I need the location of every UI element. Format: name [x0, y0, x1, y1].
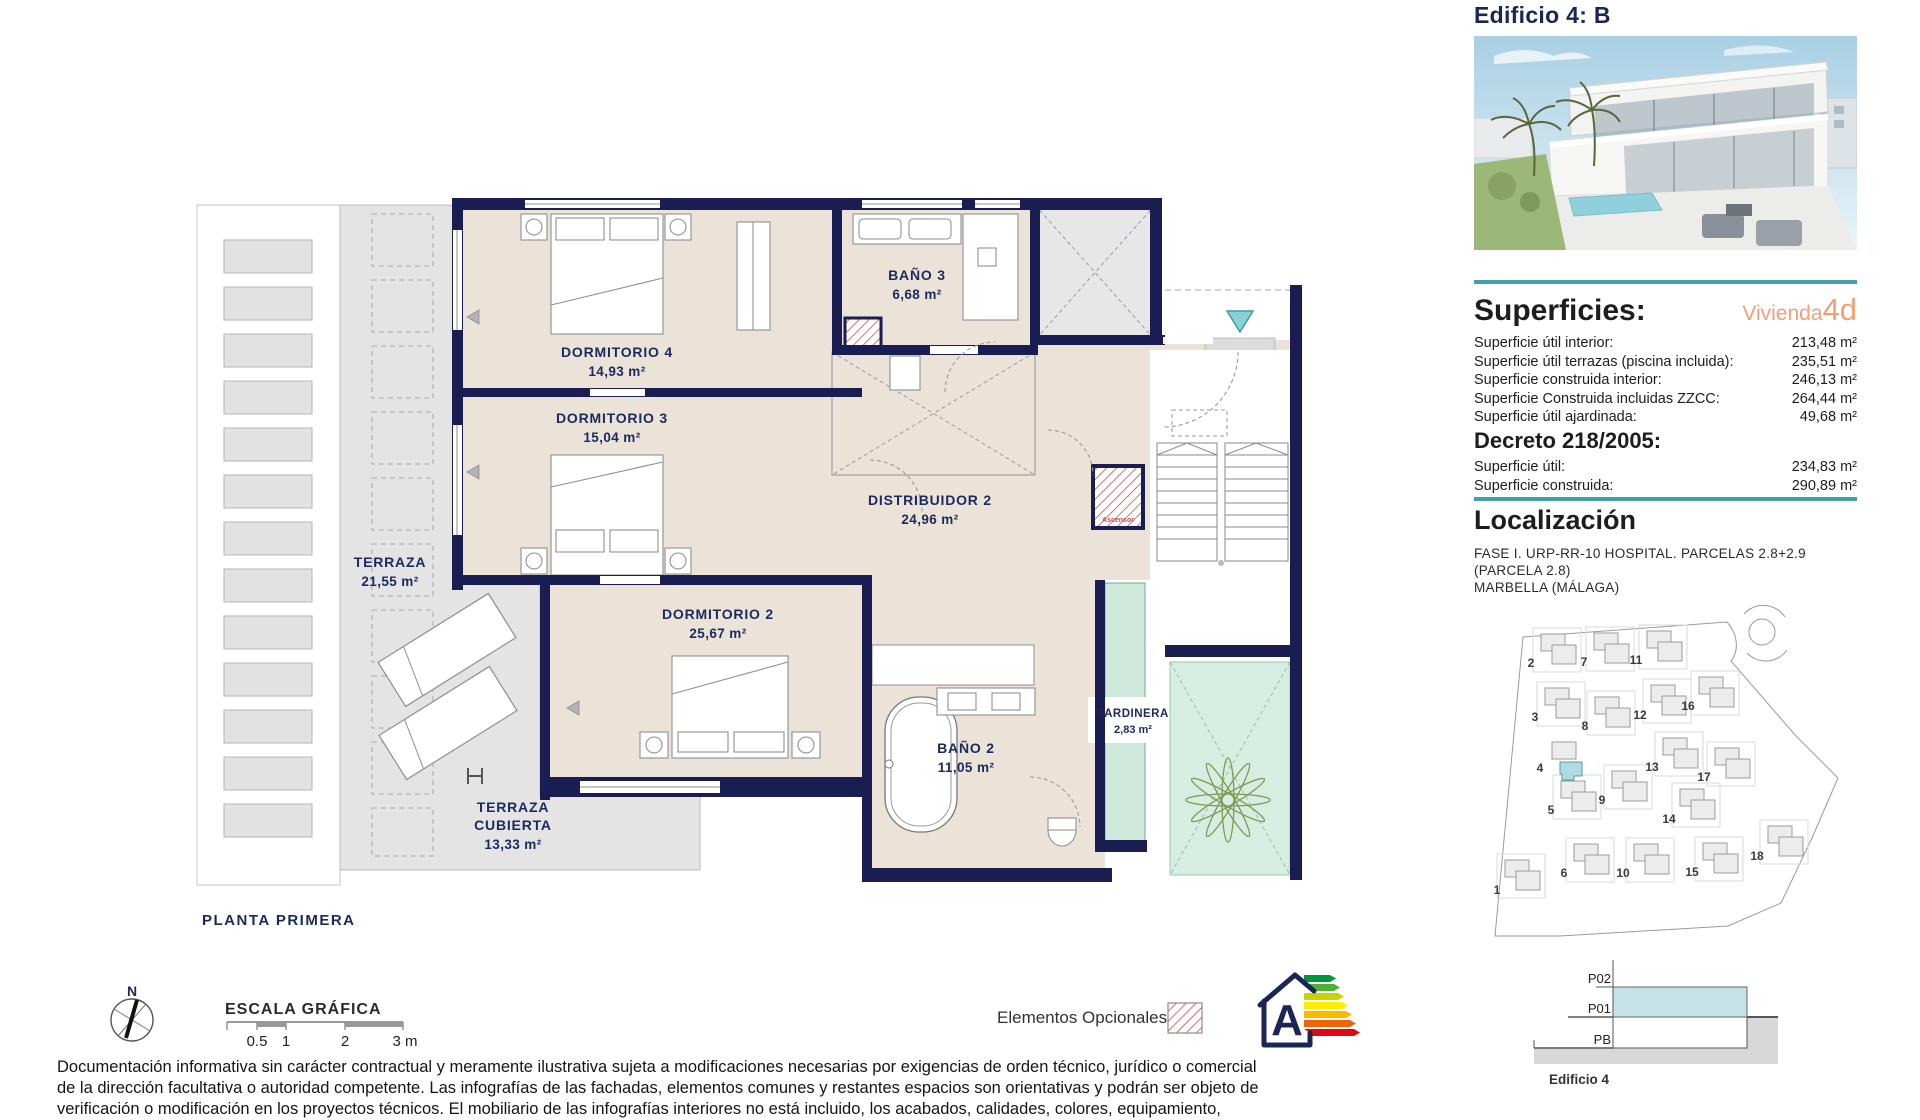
double-sink: [853, 214, 961, 244]
decreto-row: Superficie útil: 234,83 m²: [1474, 459, 1857, 475]
svg-text:15: 15: [1685, 865, 1699, 879]
svg-text:21,55 m²: 21,55 m²: [361, 574, 419, 589]
energy-label-icon: [1252, 963, 1364, 1055]
svg-text:14: 14: [1662, 812, 1676, 826]
disclaimer-line: Documentación informativa sin carácter contractual y meramente ilustrativa sujeta a modificaciones necesarias por exigencias de orden técnico, jurídico o comercial: [57, 1058, 1257, 1076]
shower: [963, 214, 1018, 320]
svg-text:DORMITORIO 4: DORMITORIO 4: [560, 344, 674, 360]
decreto-heading: Decreto 218/2005:: [1474, 428, 1662, 453]
toilet: [890, 356, 920, 390]
divider: [1474, 280, 1857, 284]
disclaimer-line: verificación o modificación en los proyectos técnicos. El mobiliario de las infografías interiores no está incluido, los acabados, calidades, colores, equipamiento,: [57, 1100, 1221, 1118]
svg-text:6: 6: [1560, 866, 1568, 880]
localizacion-heading: Localización: [1474, 505, 1637, 535]
disclaimer-line: de la dirección facultativa o autoridad competente. Las infografías de las fachadas, elementos comunes y restantes espacios son orientativas y podrán ser objeto de: [57, 1079, 1259, 1097]
svg-text:1: 1: [281, 1033, 291, 1050]
svg-text:P01: P01: [1587, 1001, 1611, 1016]
roundabout: [1744, 605, 1787, 661]
svg-text:2: 2: [1527, 656, 1535, 670]
svg-text:TERRAZA: TERRAZA: [476, 799, 550, 815]
optional-elements-label: Elementos Opcionales: [997, 1008, 1168, 1027]
superficies-row: Superficie útil ajardinada: 49,68 m²: [1474, 409, 1857, 425]
superficies-row: Superficie construida interior: 246,13 m²: [1474, 372, 1857, 388]
svg-text:2: 2: [340, 1033, 350, 1050]
floor-pb-box: [1613, 1017, 1747, 1048]
svg-text:15,04 m²: 15,04 m²: [583, 430, 641, 445]
floor-plan: [150, 165, 1365, 960]
garden-court: [1170, 662, 1290, 875]
svg-text:8: 8: [1581, 719, 1589, 733]
svg-text:JARDINERA: JARDINERA: [1097, 708, 1169, 720]
entry-porch: [1155, 205, 1302, 353]
building-title: Edificio 4: B: [1474, 2, 1611, 28]
localizacion-address: FASE I. URP-RR-10 HOSPITAL. PARCELAS 2.8+2.9 (PARCELA 2.8) MARBELLA (MÁLAGA): [1474, 546, 1806, 595]
decreto-row: Superficie construida: 290,89 m²: [1474, 477, 1857, 494]
svg-text:3 m: 3 m: [392, 1033, 418, 1050]
superficies-row: Superficie útil interior: 213,48 m²: [1474, 335, 1857, 351]
svg-text:11,05 m²: 11,05 m²: [937, 760, 995, 775]
window-sill: [872, 645, 1034, 685]
superficies-heading: Superficies:: [1474, 294, 1646, 327]
north-label: N: [126, 983, 138, 999]
energy-rating: A: [1271, 996, 1303, 1045]
svg-text:0.5: 0.5: [246, 1033, 268, 1050]
compass-needle: [126, 1000, 137, 1038]
svg-text:13,33 m²: 13,33 m²: [484, 837, 542, 852]
plots: [1494, 625, 1808, 898]
site-map: [1470, 595, 1870, 955]
svg-text:DORMITORIO 3: DORMITORIO 3: [555, 410, 669, 426]
svg-text:DORMITORIO 2: DORMITORIO 2: [661, 606, 775, 622]
highlighted-plot: [1552, 742, 1582, 780]
svg-text:6,68 m²: 6,68 m²: [892, 287, 942, 302]
svg-text:24,96 m²: 24,96 m²: [901, 512, 959, 527]
stair-hall: [1150, 350, 1290, 645]
villa-rendering: [1474, 36, 1857, 250]
compass: [95, 980, 175, 1050]
svg-text:BAÑO 3: BAÑO 3: [888, 267, 946, 283]
scale-title: ESCALA GRÁFICA: [225, 1001, 382, 1018]
superficies-row: Superficie Construida incluidas ZZCC: 264,44 m²: [1474, 390, 1857, 407]
svg-text:10: 10: [1616, 866, 1630, 880]
toilet: [1048, 818, 1076, 846]
svg-text:4: 4: [1536, 761, 1544, 775]
svg-text:17: 17: [1697, 770, 1711, 784]
wardrobe: [737, 222, 770, 330]
energy-bars: [1304, 975, 1360, 1036]
elevator-label: Ascensor: [1102, 517, 1134, 524]
svg-text:CUBIERTA: CUBIERTA: [474, 817, 552, 833]
svg-text:5: 5: [1547, 803, 1555, 817]
plan-caption: PLANTA PRIMERA: [202, 912, 356, 929]
decreto-table: [1474, 458, 1857, 495]
svg-text:12: 12: [1633, 708, 1647, 722]
void-double-height: [1035, 205, 1155, 340]
svg-text:16: 16: [1681, 699, 1695, 713]
svg-text:PB: PB: [1593, 1032, 1611, 1047]
svg-text:DISTRIBUIDOR 2: DISTRIBUIDOR 2: [868, 492, 992, 508]
optional-elements-swatch: [1167, 1002, 1203, 1034]
svg-text:14,93 m²: 14,93 m²: [588, 364, 646, 379]
svg-text:11: 11: [1629, 653, 1643, 667]
svg-text:TERRAZA: TERRAZA: [353, 554, 427, 570]
scale-bar: [215, 1015, 425, 1055]
vanity: [937, 688, 1035, 715]
svg-text:25,67 m²: 25,67 m²: [689, 626, 747, 641]
superficies-row: Superficie útil terrazas (piscina incluida): 235,51 m²: [1474, 353, 1857, 370]
superficies-table: [1474, 334, 1857, 427]
divider: [1474, 497, 1857, 501]
vivienda-tag: Vivienda4d: [1742, 292, 1857, 327]
elevation-diagram: [1528, 955, 1788, 1070]
elevator: [1093, 466, 1143, 528]
svg-text:P02: P02: [1587, 971, 1611, 986]
floor-p01-highlight: [1613, 987, 1747, 1017]
void-over-salon: [832, 352, 1035, 475]
svg-text:BAÑO 2: BAÑO 2: [937, 740, 995, 756]
svg-text:3: 3: [1531, 710, 1539, 724]
svg-text:18: 18: [1750, 849, 1764, 863]
elevation-caption: Edificio 4: [1549, 1072, 1610, 1087]
svg-text:7: 7: [1580, 655, 1588, 669]
svg-text:13: 13: [1645, 760, 1659, 774]
svg-text:2,83 m²: 2,83 m²: [1114, 724, 1152, 736]
svg-text:9: 9: [1598, 793, 1606, 807]
svg-text:1: 1: [1493, 883, 1501, 897]
disclaimer: [57, 1057, 1457, 1120]
